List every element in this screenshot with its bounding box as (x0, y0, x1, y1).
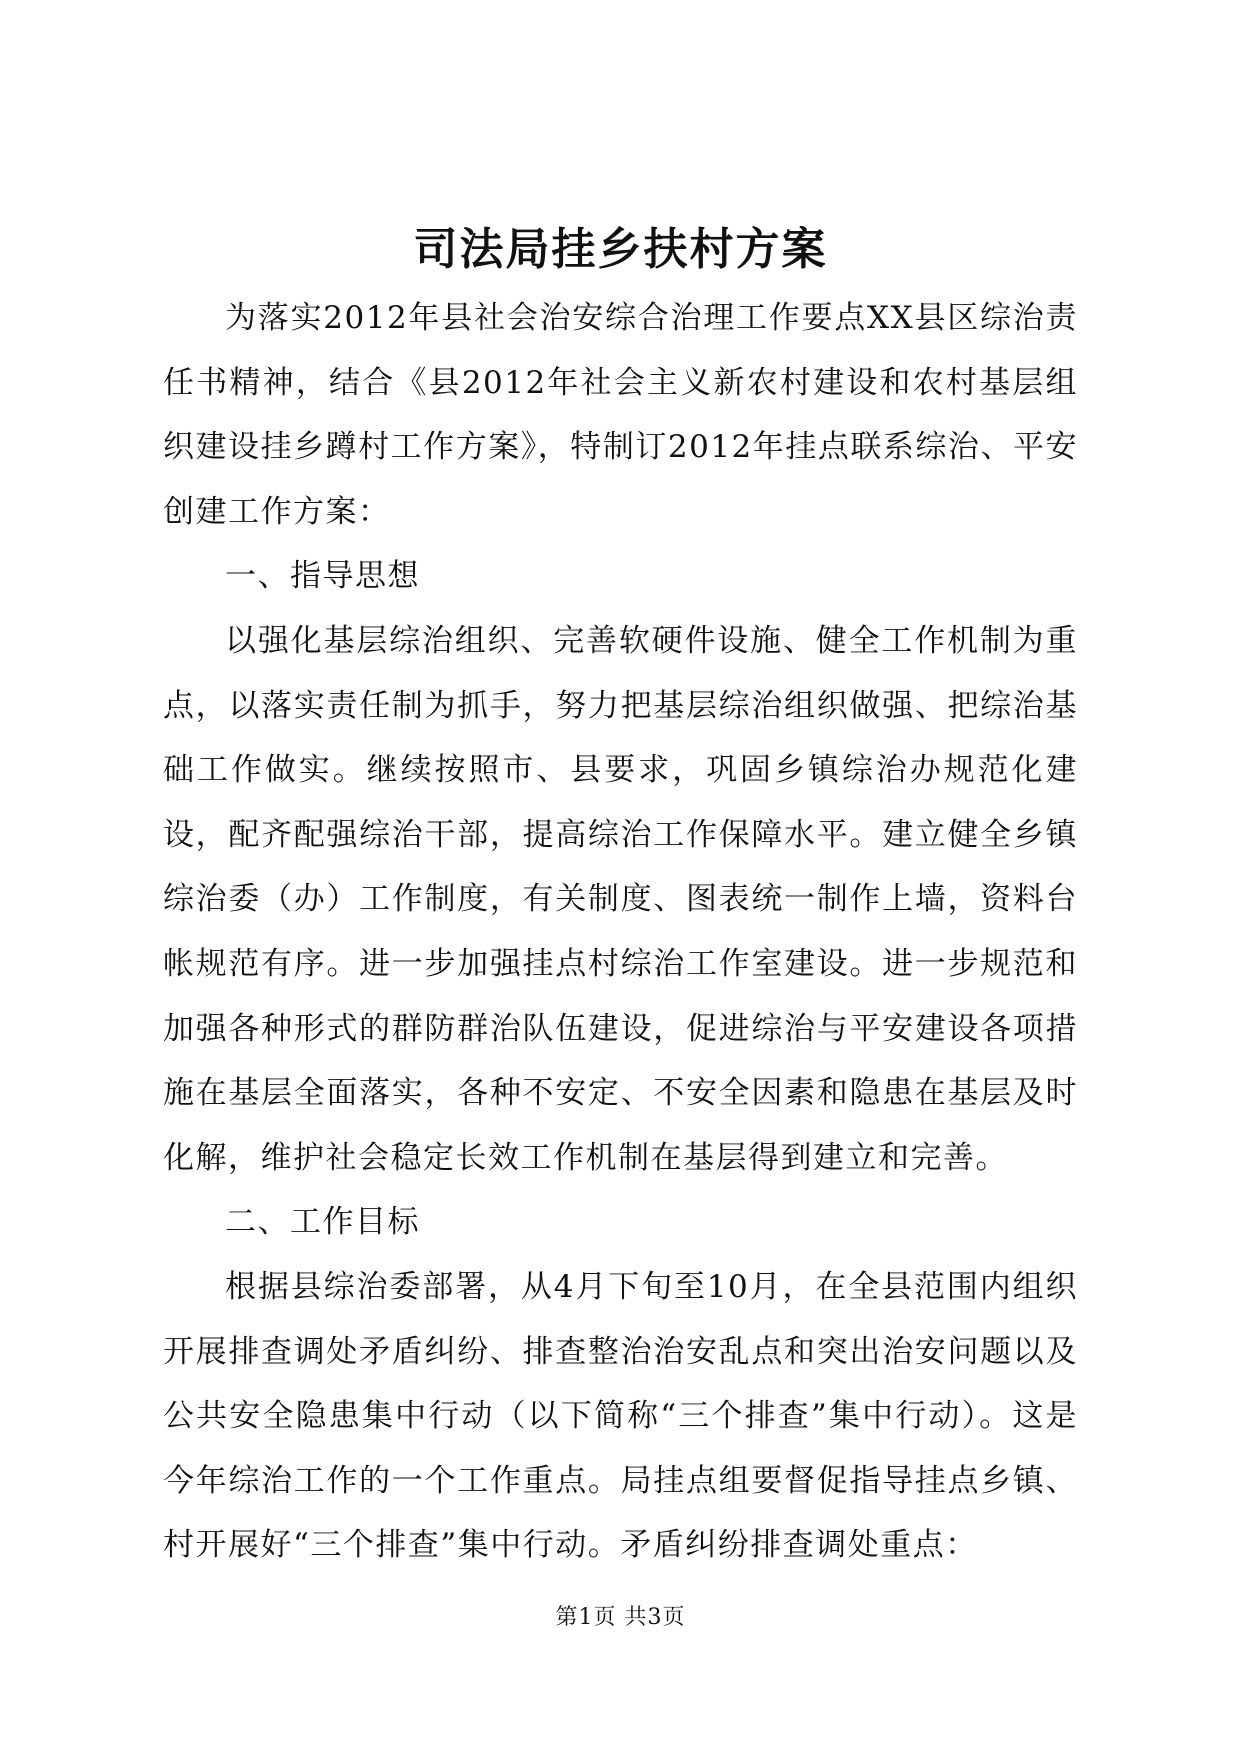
guiding-ideology-paragraph: 以强化基层综治组织、完善软硬件设施、健全工作机制为重点，以落实责任制为抓手，努力把基层综治组织做强、把综治基础工作做实。继续按照市、县要求，巩固乡镇综治办规范化建设，配齐配强综治干部，提高综治工作保障水平。建立健全乡镇综治委（办）工作制度，有关制度、图表统一制作上墙，资料台帐规范有序。进一步加强挂点村综治工作室建设。进一步规范和加强各种形式的群防群治队伍建设，促进综治与平安建设各项措施在基层全面落实，各种不安定、不安全因素和隐患在基层及时化解，维护社会稳定长效工作机制在基层得到建立和完善。 (163, 622, 1078, 1176)
document-body (163, 286, 1078, 1578)
section-heading-guiding-ideology: 一、指导思想 (225, 558, 420, 595)
work-goals-paragraph: 根据县综治委部署，从4月下旬至10月，在全县范围内组织开展排查调处矛盾纠纷、排查整治治安乱点和突出治安问题以及公共安全隐患集中行动（以下简称“三个排查”集中行动）。这是今年综治工作的一个工作重点。局挂点组要督促指导挂点乡镇、村开展好“三个排查”集中行动。矛盾纠纷排查调处重点： (163, 1268, 1078, 1564)
document-title: 司法局挂乡扶村方案 (413, 224, 828, 275)
page-footer: 第1页 共3页 (555, 1605, 686, 1630)
intro-paragraph: 为落实2012年县社会治安综合治理工作要点XX县区综治责任书精神，结合《县2012年社会主义新农村建设和农村基层组织建设挂乡蹲村工作方案》，特制订2012年挂点联系综治、平安创建工作方案： (163, 300, 1078, 530)
section-heading-work-goals: 二、工作目标 (225, 1204, 420, 1241)
